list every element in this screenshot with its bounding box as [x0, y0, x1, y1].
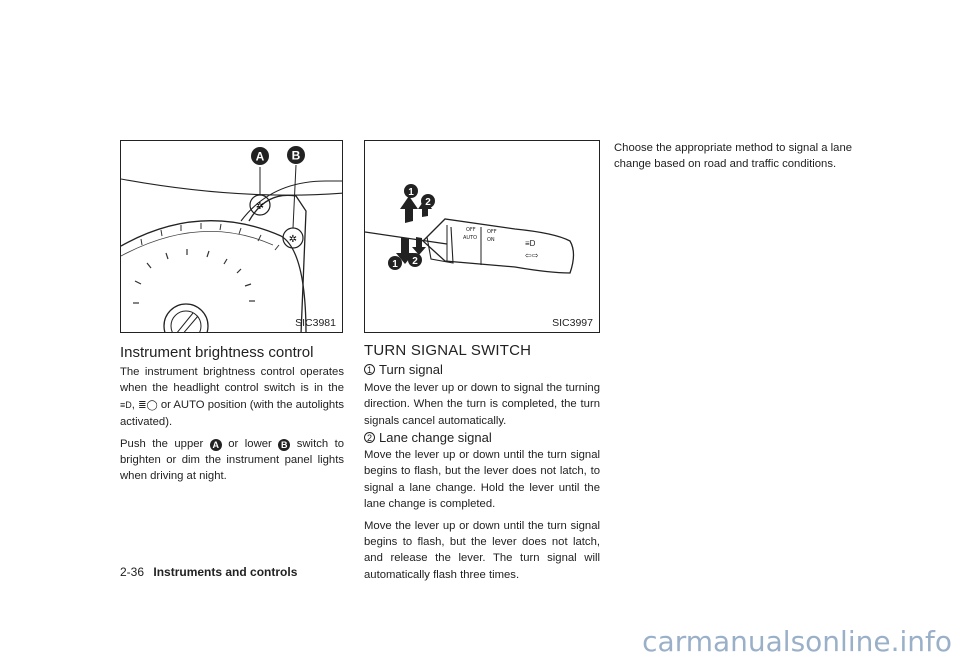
middle-text-1 — [364, 380, 600, 434]
subheading-text: Lane change signal — [379, 430, 492, 445]
svg-text:✲: ✲ — [255, 201, 265, 212]
headlight-on-icon: ≣◯ — [138, 399, 158, 411]
figure-code: SIC3981 — [295, 317, 336, 329]
text: Push the upper — [120, 437, 204, 450]
section-name: Instruments and controls — [153, 565, 298, 579]
right-column — [614, 140, 854, 178]
svg-text:✲: ✲ — [288, 234, 298, 245]
subheading-lane-change — [364, 430, 492, 445]
paragraph: Choose the appropriate method to signal a lane change based on road and traffic conditions. — [614, 142, 853, 171]
left-column — [120, 364, 344, 490]
paragraph — [120, 436, 344, 485]
callout-2: 2 — [425, 197, 431, 208]
watermark: carmanualsonline.info — [642, 625, 952, 658]
page-number: 2-36 — [120, 565, 145, 579]
subheading-turn-signal — [364, 362, 443, 377]
callout-1: 1 — [408, 187, 414, 198]
text: or AUTO position (with the autolights activated). — [120, 398, 344, 429]
svg-text:⇦⇨: ⇦⇨ — [525, 251, 539, 260]
callout-2: 2 — [412, 256, 418, 267]
text: The instrument brightness control operates when the headlight control switch is in the — [120, 366, 344, 395]
marker-a-icon: A — [210, 439, 222, 451]
paragraph: Move the lever up or down until the turn signal begins to flash, but the lever does not latch, and release the lever. The turn signal will automatically flash three times. — [364, 519, 600, 581]
page-footer — [120, 565, 297, 579]
marker-b-icon: B — [278, 439, 290, 451]
paragraph: The instrument brightness control operates when the headlight control switch is in the ≡D, ≣◯ or AUTO position (with the autolights activated). — [120, 366, 344, 429]
instrument-cluster-illustration — [121, 141, 343, 333]
svg-text:≡D: ≡D — [525, 239, 536, 248]
lever-label: ON — [487, 237, 495, 243]
paragraph: Move the lever up or down to signal the turning direction. When the turn is completed, the turn signals cancel automatically. — [364, 382, 600, 427]
middle-text-2 — [364, 447, 600, 588]
lever-label: OFF — [466, 227, 476, 233]
headlight-icon: ≡D — [120, 399, 132, 410]
turn-signal-lever-illustration — [365, 141, 600, 333]
text: switch to brighten or dim the instrument panel lights when driving at night. — [120, 437, 345, 483]
callout-1: 1 — [392, 259, 398, 270]
callout-a: A — [255, 149, 265, 164]
callout-b: B — [291, 148, 301, 163]
number-2-icon: 2 — [364, 432, 375, 443]
number-1-icon: 1 — [364, 364, 375, 375]
figure-instrument-brightness — [120, 140, 343, 333]
figure-code: SIC3997 — [552, 317, 593, 329]
figure-turn-signal — [364, 140, 600, 333]
lever-label: AUTO — [463, 235, 478, 241]
heading-instrument-brightness: Instrument brightness control — [120, 344, 314, 361]
subheading-text: Turn signal — [379, 362, 443, 377]
heading-turn-signal-switch: TURN SIGNAL SWITCH — [364, 342, 532, 359]
text: or lower — [228, 437, 272, 450]
lever-label: OFF — [487, 229, 497, 235]
paragraph: Move the lever up or down until the turn signal begins to flash, but the lever does not latch, to signal a lane change. Hold the lever until the lane change is completed. — [364, 449, 600, 511]
